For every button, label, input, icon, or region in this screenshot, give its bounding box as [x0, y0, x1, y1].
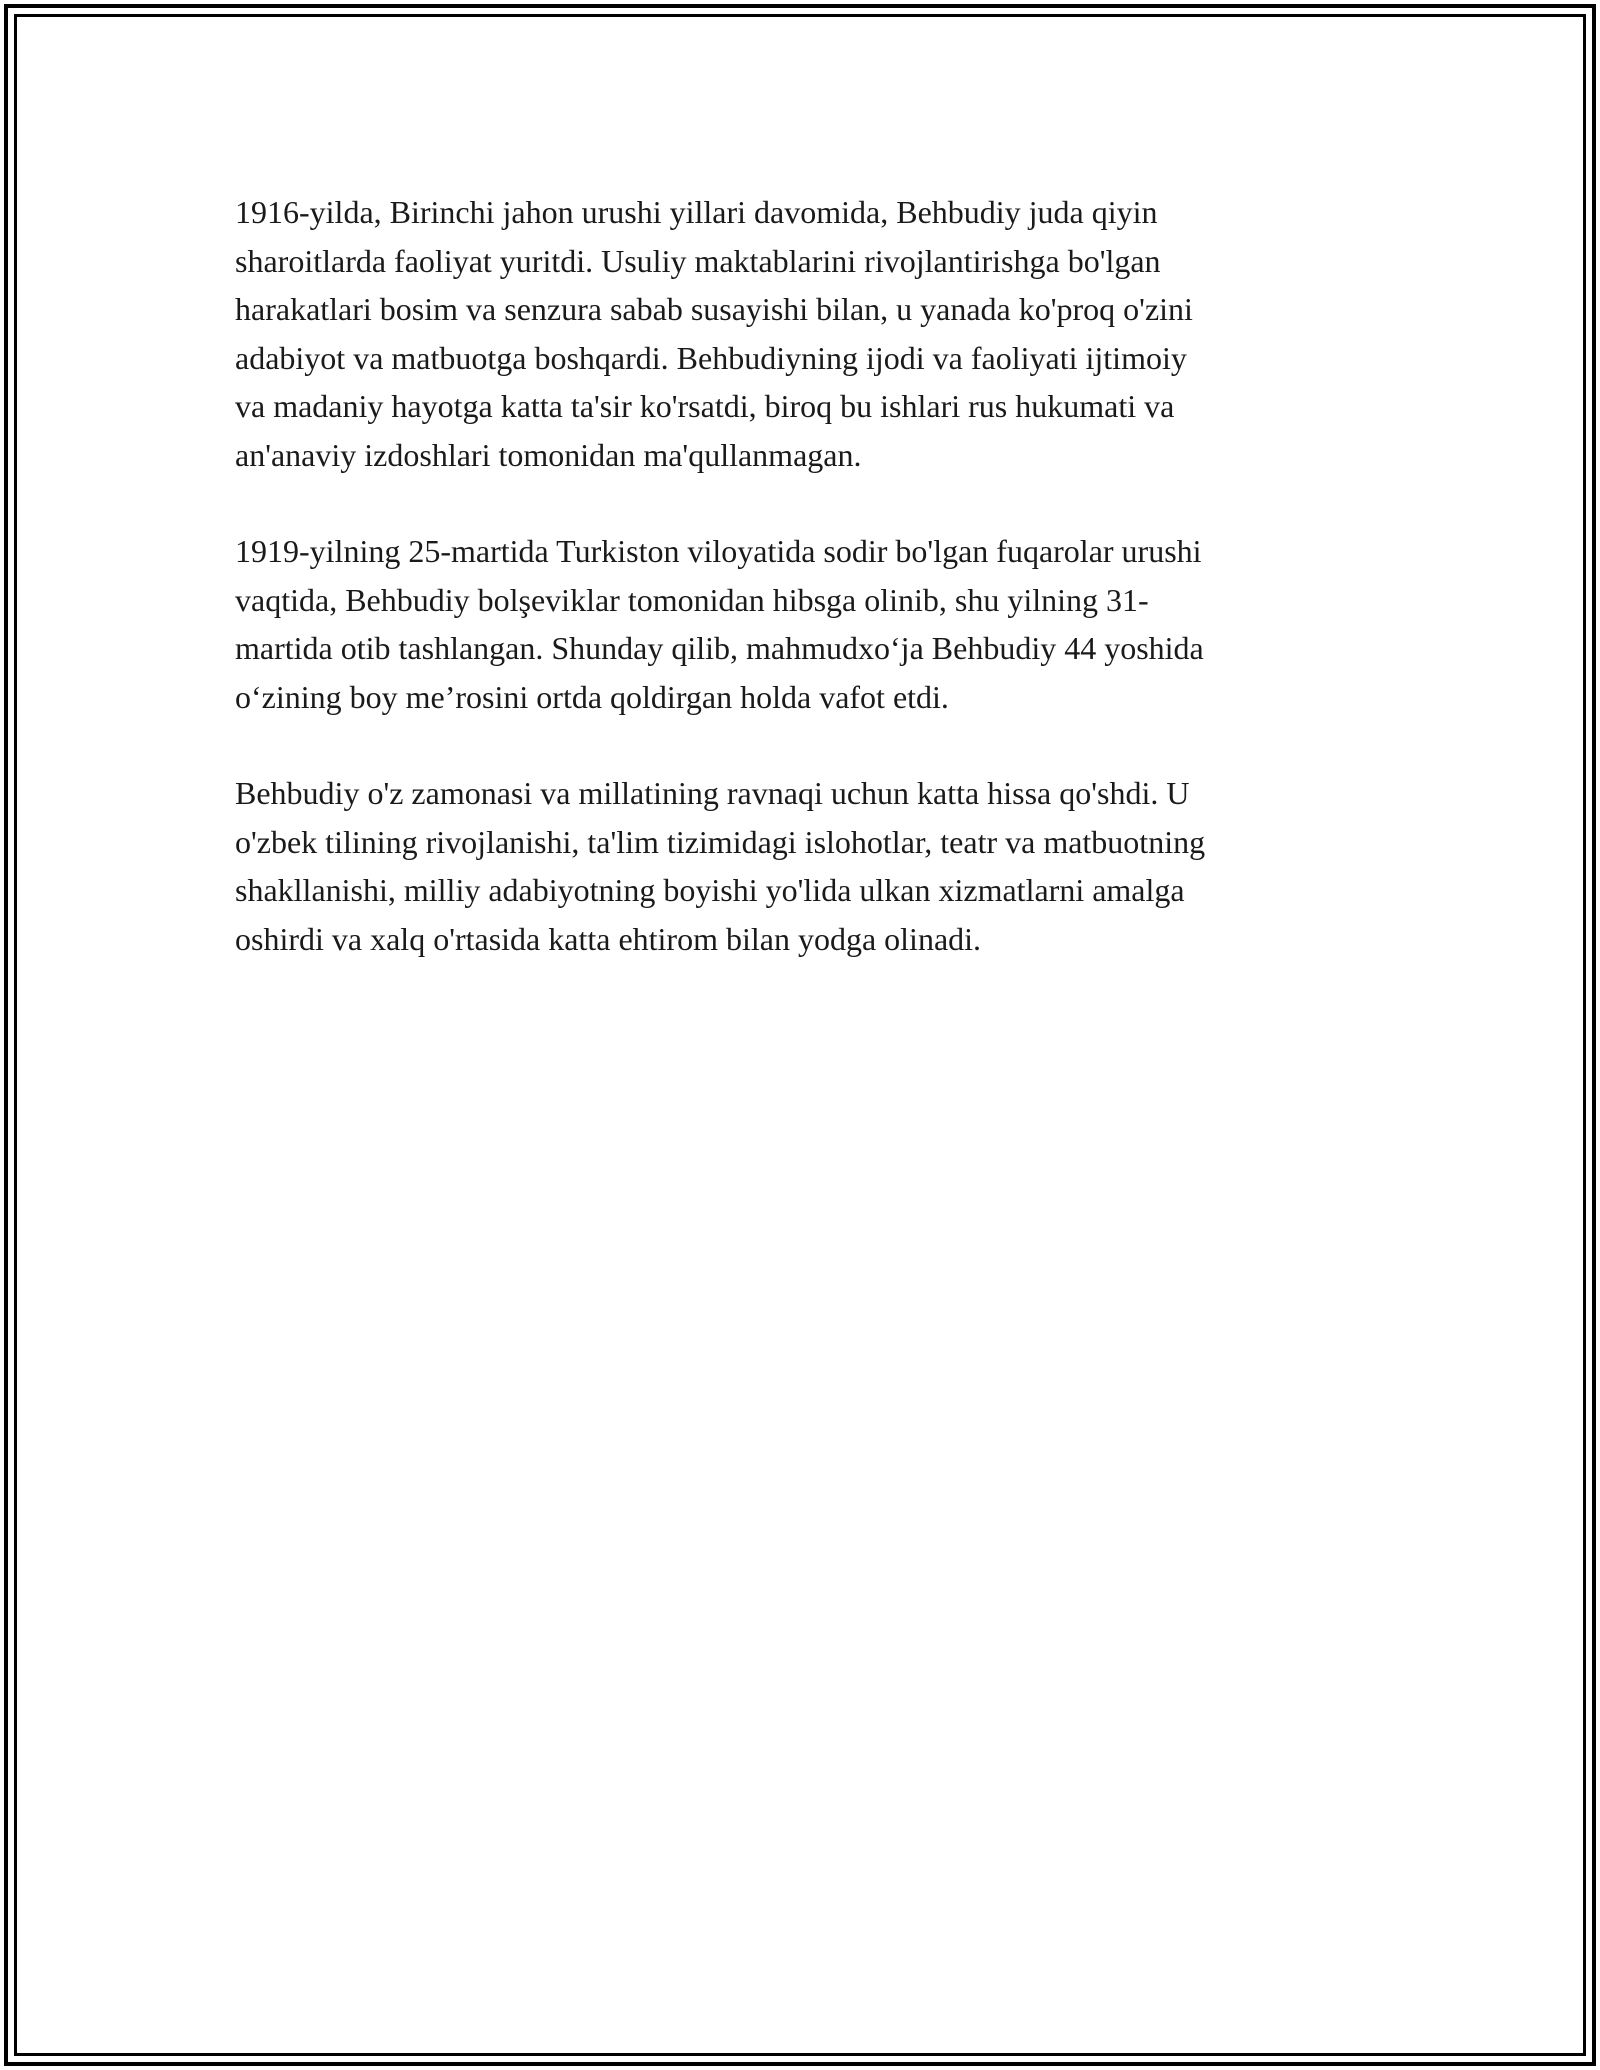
paragraph-line: harakatlari bosim va senzura sabab susayishi bilan, u yanada ko'proq o'zini [235, 291, 1193, 327]
paragraph-line: martida otib tashlangan. Shunday qilib, mahmudxo‘ja Behbudiy 44 yoshida [235, 630, 1204, 666]
paragraph-line: shakllanishi, milliy adabiyotning boyishi yo'lida ulkan xizmatlarni amalga [235, 872, 1185, 908]
paragraph-3 [235, 769, 1365, 963]
paragraph-line: 1919-yilning 25-martida Turkiston viloyatida sodir bo'lgan fuqarolar urushi [235, 533, 1202, 569]
paragraph-1 [235, 188, 1365, 479]
paragraph-line: an'anaviy izdoshlari tomonidan ma'qullanmagan. [235, 436, 862, 473]
paragraph-line: vaqtida, Behbudiy bolşeviklar tomonidan hibsga olinib, shu yilning 31- [235, 581, 1149, 618]
paragraph-line: oshirdi va xalq o'rtasida katta ehtirom bilan yodga olinadi. [235, 920, 982, 957]
paragraph-line: sharoitlarda faoliyat yuritdi. Usuliy maktablarini rivojlantirishga bo'lgan [235, 242, 1161, 279]
paragraph-line: o'zbek tilining rivojlanishi, ta'lim tizimidagi islohotlar, teatr va matbuotning [235, 823, 1206, 860]
paragraph-2 [235, 527, 1365, 721]
document-body [235, 188, 1365, 1011]
paragraph-line: va madaniy hayotga katta ta'sir ko'rsatdi, biroq bu ishlari rus hukumati va [235, 388, 1175, 424]
paragraph-line: adabiyot va matbuotga boshqardi. Behbudiyning ijodi va faoliyati ijtimoiy [235, 339, 1187, 376]
paragraph-line: o‘zining boy me’rosini ortda qoldirgan holda vafot etdi. [235, 678, 949, 715]
paragraph-line: 1916-yilda, Birinchi jahon urushi yillari davomida, Behbudiy juda qiyin [235, 194, 1158, 230]
paragraph-line: Behbudiy o'z zamonasi va millatining ravnaqi uchun katta hissa qo'shdi. U [235, 775, 1190, 811]
